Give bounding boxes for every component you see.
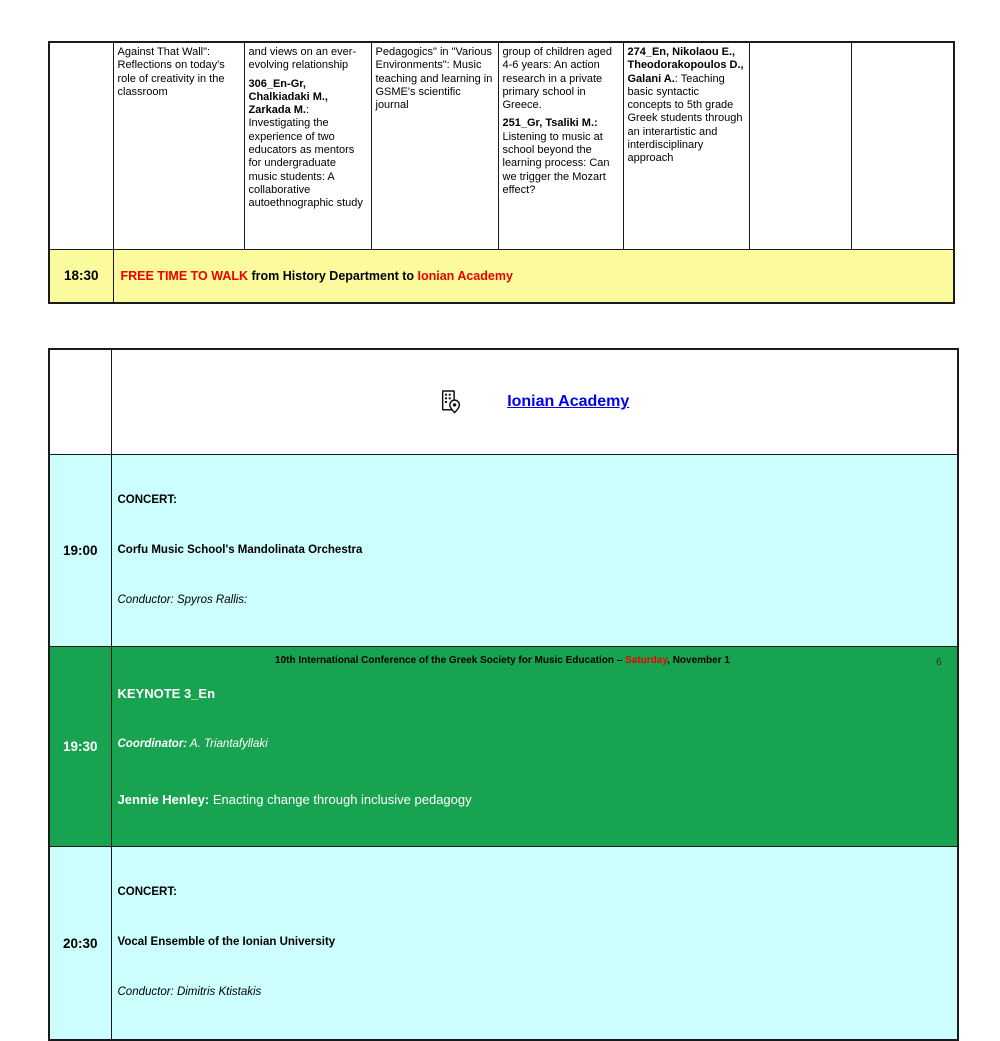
time-cell: 20:30 [49,847,111,1040]
session-text: Against That Wall": Reflections on today's role of creativity in the classroom [117,46,228,98]
event-coordinator: Coordinator: A. Triantafyllaki [117,738,268,751]
event-speaker: Jennie Henley: Enacting change through inclusive pedagogy [117,792,472,808]
event-cell [111,455,958,647]
session-cell-mentors [244,42,371,249]
session-text: group of children aged 4-6 years: An action research in a private primary school in Greece. [502,46,616,112]
session-cell-creativity [113,42,244,249]
venue-header-row [49,349,958,455]
venue-header [116,389,954,415]
event-type: CONCERT: [117,886,177,899]
event-row-concert-1900 [49,455,958,647]
event-cell [111,847,958,1040]
time-cell-empty [49,42,113,249]
session-text: 306_En-Gr, Chalkiadaki M., Zarkada M.: Investigating the experience of two educators as mentors for undergraduate music students: A collaborative autoethnographic study [248,77,363,210]
session-cell-pedagogics [371,42,498,249]
free-time-text: FREE TIME TO WALK from History Department to Ionian Academy [113,249,954,303]
event-type: KEYNOTE 3_En [117,686,216,702]
page-number: 6 [936,656,942,668]
event-conductor: Conductor: Spyros Rallis: [117,593,248,606]
time-cell: 19:30 [49,647,111,847]
session-text: 251_Gr, Tsaliki M.: Listening to music at school beyond the learning process: Can we trigger the Mozart effect? [502,117,613,196]
sessions-row [49,42,954,249]
venue-header-cell [111,349,958,455]
event-title: Vocal Ensemble of the Ionian University [117,936,336,949]
building-location-icon [439,389,461,415]
page-footer: 10th International Conference of the Greek Society for Music Education – Saturday, November 1 [275,655,730,666]
time-cell: 18:30 [49,249,113,303]
session-cell-mozart [498,42,623,249]
time-cell-empty [49,349,111,455]
schedule-table [48,41,955,304]
event-conductor: Conductor: Dimitris Ktistakis [117,985,262,998]
session-cell-empty-2 [851,42,954,249]
event-type: CONCERT: [117,494,177,506]
session-text: and views on an ever-evolving relationship [248,46,357,72]
event-cell [111,647,958,847]
event-row-keynote-1930 [49,647,958,847]
event-row-concert-2030 [49,847,958,1040]
venue-table [48,348,959,1041]
footer-day: Saturday [625,655,668,666]
free-time-row [49,249,954,303]
event-title: Corfu Music School's Mandolinata Orchestra [117,543,363,556]
session-text: Pedagogics" in "Various Environments": Music teaching and learning in GSME's scientific journal [375,46,496,112]
venue-link[interactable]: Ionian Academy [507,393,630,410]
time-cell: 19:00 [49,455,111,647]
session-cell-empty-1 [749,42,851,249]
session-text: 274_En, Nikolaou E., Theodorakopoulos D., Galani A.: Teaching basic syntactic concepts to 5th grade Greek students through an interartistic and interdisciplinary approach [627,46,747,165]
session-cell-syntactic [623,42,749,249]
